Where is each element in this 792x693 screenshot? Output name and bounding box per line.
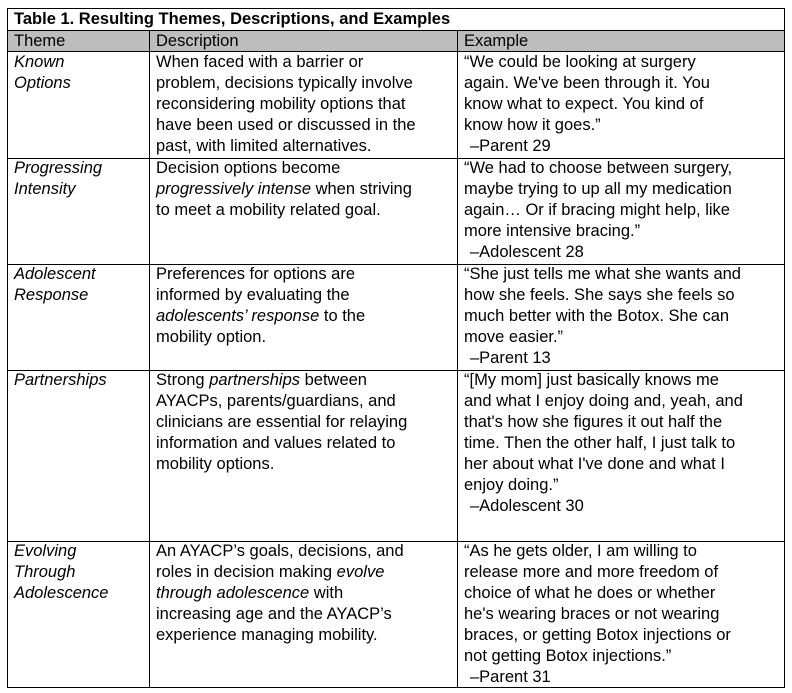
theme-line: Partnerships xyxy=(14,371,107,389)
example-line: know how it goes.” xyxy=(464,116,601,134)
example-cell xyxy=(458,370,784,517)
table-title: Table 1. Resulting Themes, Descriptions, and Examples xyxy=(8,9,784,31)
description-cell xyxy=(150,264,457,348)
example-line: her about what I've done and what I xyxy=(464,455,725,473)
example-line: release more and more freedom of xyxy=(464,563,719,581)
table-row xyxy=(8,52,784,158)
description-line: An AYACP’s goals, decisions, and xyxy=(156,542,404,560)
description-text: to the xyxy=(319,307,366,325)
example-line: move easier.” xyxy=(464,328,564,346)
example-line: more intensive bracing.” xyxy=(464,222,641,240)
description-line: to meet a mobility related goal. xyxy=(156,201,381,219)
description-line xyxy=(156,562,451,583)
example-line: “We had to choose between surgery, xyxy=(464,159,733,177)
example-cell xyxy=(458,264,784,369)
description-line: experience managing mobility. xyxy=(156,626,378,644)
description-emphasis: through adolescence xyxy=(156,584,310,602)
example-line: “We could be looking at surgery xyxy=(464,53,696,71)
description-line: Preferences for options are xyxy=(156,265,356,283)
row-divider xyxy=(8,158,784,159)
description-emphasis: evolve xyxy=(336,563,385,581)
table-row xyxy=(8,541,784,688)
example-cell xyxy=(458,158,784,263)
theme-cell xyxy=(8,52,149,94)
description-line xyxy=(156,306,451,327)
description-text: between xyxy=(300,371,367,389)
description-line: information and values related to xyxy=(156,434,396,452)
description-cell xyxy=(150,370,457,475)
theme-line: Adolescence xyxy=(14,584,109,602)
theme-line: Intensity xyxy=(14,180,76,198)
example-cell xyxy=(458,52,784,157)
description-cell xyxy=(150,52,457,157)
example-line: he's wearing braces or not wearing xyxy=(464,605,720,623)
themes-table xyxy=(7,8,785,688)
description-emphasis: partnerships xyxy=(209,371,301,389)
description-line xyxy=(156,370,451,391)
example-attribution: –Parent 31 xyxy=(470,668,551,686)
description-cell xyxy=(150,541,457,646)
header-description: Description xyxy=(156,32,239,50)
header-theme: Theme xyxy=(14,32,66,50)
description-text: Strong xyxy=(156,371,210,389)
description-text: roles in decision making xyxy=(156,563,337,581)
description-emphasis: adolescents’ response xyxy=(156,307,320,325)
theme-line: Options xyxy=(14,74,71,92)
description-line xyxy=(156,179,451,200)
example-line: how she feels. She says she feels so xyxy=(464,286,735,304)
description-emphasis: progressively intense xyxy=(156,180,311,198)
example-attribution: –Parent 29 xyxy=(470,137,551,155)
description-line: informed by evaluating the xyxy=(156,286,350,304)
table-row xyxy=(8,264,784,370)
example-line: again. We've been through it. You xyxy=(464,74,710,92)
theme-line: Through xyxy=(14,563,76,581)
example-line: maybe trying to up all my medication xyxy=(464,180,732,198)
example-line: “[My mom] just basically knows me xyxy=(464,371,719,389)
example-line: choice of what he does or whether xyxy=(464,584,716,602)
description-line: reconsidering mobility options that xyxy=(156,95,406,113)
description-line xyxy=(156,583,451,604)
theme-line: Progressing xyxy=(14,159,103,177)
description-line: mobility options. xyxy=(156,455,275,473)
description-line: AYACPs, parents/guardians, and xyxy=(156,392,396,410)
table-header-row xyxy=(8,31,784,52)
description-line: increasing age and the AYACP’s xyxy=(156,605,392,623)
row-divider xyxy=(8,370,784,371)
example-line: “As he gets older, I am willing to xyxy=(464,542,697,560)
theme-line: Known xyxy=(14,53,65,71)
theme-cell xyxy=(8,158,149,200)
example-line: that's how she figures it out half the xyxy=(464,413,723,431)
example-line: again… Or if bracing might help, like xyxy=(464,201,730,219)
example-line: and what I enjoy doing and, yeah, and xyxy=(464,392,743,410)
example-line: not getting Botox injections.” xyxy=(464,647,672,665)
theme-line: Adolescent xyxy=(14,265,96,283)
row-divider xyxy=(8,541,784,542)
description-line: clinicians are essential for relaying xyxy=(156,413,408,431)
example-line: know what to expect. You kind of xyxy=(464,95,704,113)
theme-cell xyxy=(8,541,149,604)
description-line: have been used or discussed in the xyxy=(156,116,416,134)
description-line: When faced with a barrier or xyxy=(156,53,364,71)
example-attribution: –Adolescent 30 xyxy=(470,497,584,515)
description-text: when striving xyxy=(311,180,412,198)
table-row xyxy=(8,158,784,264)
theme-cell xyxy=(8,370,149,391)
description-line: past, with limited alternatives. xyxy=(156,137,372,155)
row-divider xyxy=(8,264,784,265)
example-attribution: –Adolescent 28 xyxy=(470,243,584,261)
example-line: “She just tells me what she wants and xyxy=(464,265,741,283)
theme-cell xyxy=(8,264,149,306)
description-cell xyxy=(150,158,457,221)
description-line: Decision options become xyxy=(156,159,341,177)
example-line: much better with the Botox. She can xyxy=(464,307,730,325)
table-row xyxy=(8,370,784,541)
example-line: braces, or getting Botox injections or xyxy=(464,626,731,644)
theme-line: Response xyxy=(14,286,89,304)
example-cell xyxy=(458,541,784,688)
description-line: problem, decisions typically involve xyxy=(156,74,413,92)
description-line: mobility option. xyxy=(156,328,267,346)
header-example: Example xyxy=(464,32,529,50)
example-line: enjoy doing.” xyxy=(464,476,559,494)
theme-line: Evolving xyxy=(14,542,77,560)
example-line: time. Then the other half, I just talk to xyxy=(464,434,736,452)
description-text: with xyxy=(309,584,344,602)
example-attribution: –Parent 13 xyxy=(470,349,551,367)
